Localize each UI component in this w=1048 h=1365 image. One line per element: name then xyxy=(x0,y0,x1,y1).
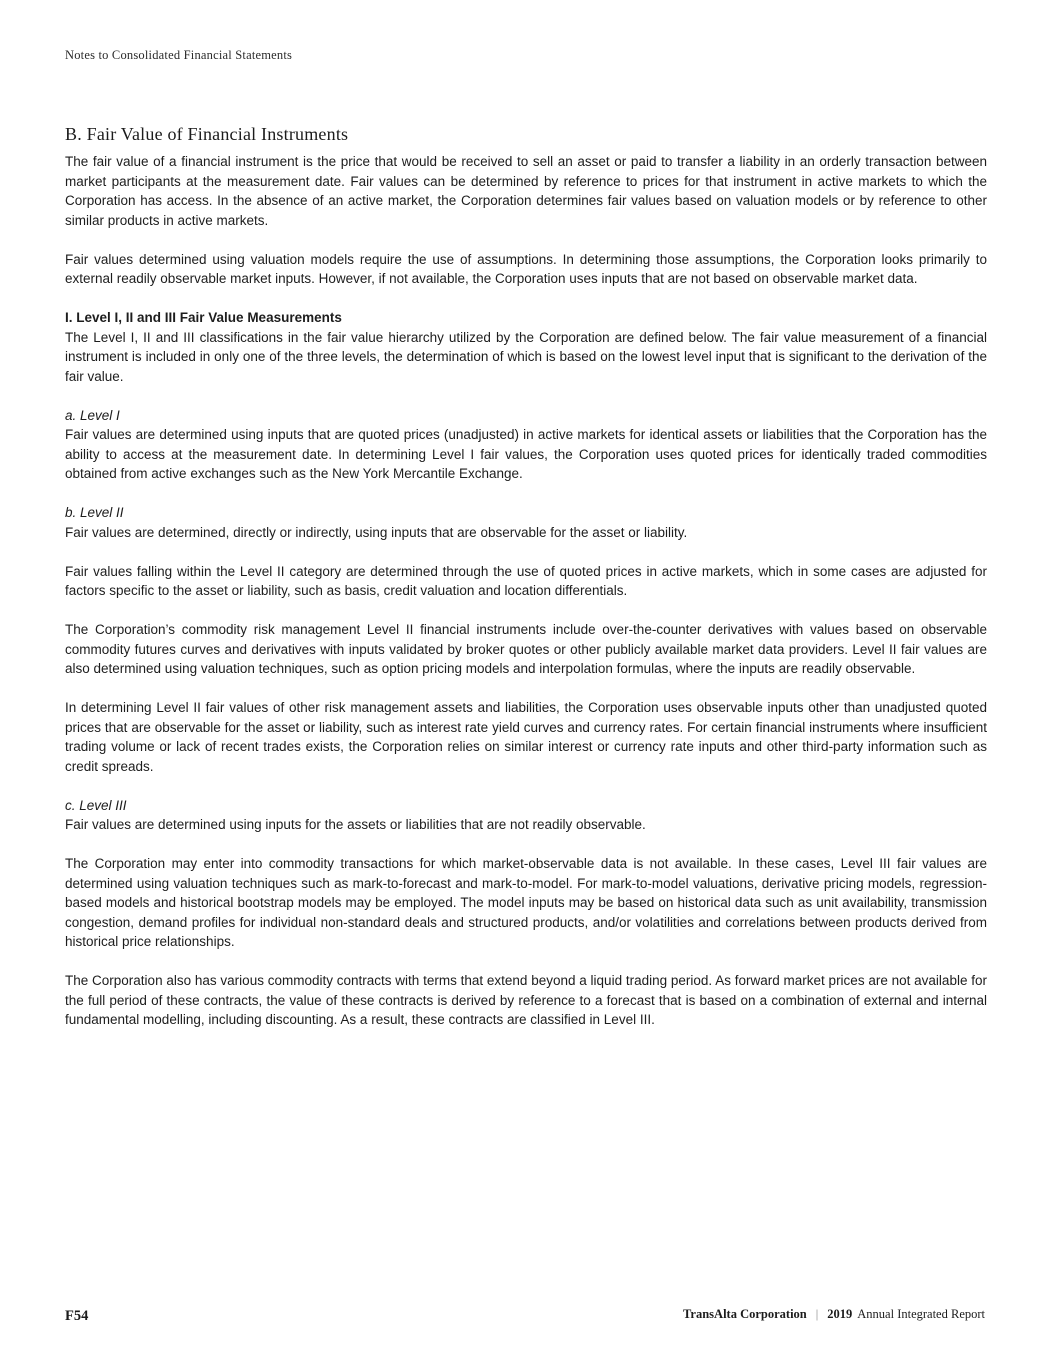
paragraph: Fair values are determined, directly or indirectly, using inputs that are observable for the asset or liability. xyxy=(65,524,688,540)
document-body xyxy=(65,124,987,1049)
page-title: B. Fair Value of Financial Instruments xyxy=(65,124,349,144)
subsection-heading-level-2: b. Level II xyxy=(65,505,124,520)
paragraph: The Corporation may enter into commodity transactions for which market-observable data is not available. In these cases, Level III fair values are determined using valuation techniques such as mark-to-forecast and mark-to-model. For mark-to-model valuations, derivative pricing models, regression-based models and historical bootstrap models may be employed. The model inputs may be based on historical data such as unit availability, transmission congestion, demand profiles for individual non-standard deals and structured products, and/or volatilities and correlations between products derived from historical price relationships. xyxy=(65,856,987,949)
document-header: Notes to Consolidated Financial Statements xyxy=(65,48,293,62)
section-heading-fair-value-measurements: I. Level I, II and III Fair Value Measurements xyxy=(65,310,342,325)
paragraph: The Corporation’s commodity risk management Level II financial instruments include over-the-counter derivatives with values based on observable commodity futures curves and derivatives with inputs validated by broker quotes or other publicly available market data providers. Level II fair values are also determined using valuation techniques, such as option pricing models and interpolation formulas, where the inputs are readily observable. xyxy=(65,622,987,676)
subsection-heading-level-1: a. Level I xyxy=(65,407,120,423)
footer-separator: | xyxy=(815,1307,819,1321)
paragraph: Fair values are determined using inputs that are quoted prices (unadjusted) in active markets for identical assets or liabilities that the Corporation has the ability to access at the measurement date. In determining Level I fair values, the Corporation uses quoted prices for identically traded commodities obtained from active exchanges such as the New York Mercantile Exchange. xyxy=(65,427,987,481)
footer-report-info xyxy=(683,1307,985,1322)
paragraph: The Level I, II and III classifications in the fair value hierarchy utilized by the Corporation are defined below. The fair value measurement of a financial instrument is included in only one of the three levels, the determination of which is based on the lowest level input that is significant to the derivation of the fair value. xyxy=(65,329,987,384)
paragraph: The fair value of a financial instrument is the price that would be received to sell an asset or paid to transfer a liability in an orderly transaction between market participants at the measurement date. Fair values can be determined by reference to prices for that instrument in active markets to which the Corporation has access. In the absence of an active market, the Corporation determines fair values based on valuation models or by reference to other similar products in active markets. xyxy=(65,154,987,228)
subsection-heading-level-3: c. Level III xyxy=(65,797,127,813)
paragraph: The Corporation also has various commodity contracts with terms that extend beyond a liquid trading period. As forward market prices are not available for the full period of these contracts, the value of these contracts is derived by reference to a forecast that is based on a combination of external and internal fundamental modelling, including discounting. As a result, these contracts are classified in Level III. xyxy=(65,973,987,1027)
paragraph: Fair values determined using valuation models require the use of assumptions. In determining those assumptions, the Corporation looks primarily to external readily observable market inputs. However, if not available, the Corporation uses inputs that are not based on observable market data. xyxy=(65,251,987,286)
footer-page-number: F54 xyxy=(65,1308,89,1324)
paragraph: Fair values are determined using inputs for the assets or liabilities that are not readily observable. xyxy=(65,817,646,832)
paragraph: In determining Level II fair values of other risk management assets and liabilities, the Corporation uses observable inputs other than unadjusted quoted prices that are observable for the asset or liability, such as interest rate yield curves and currency rates. For certain financial instruments where insufficient trading volume or lack of recent trades exists, the Corporation relies on similar interest or currency rate inputs and other third-party information such as credit spreads. xyxy=(65,700,987,774)
footer-company-name: TransAlta Corporation xyxy=(683,1307,807,1321)
footer-report-title: Annual Integrated Report xyxy=(857,1307,985,1321)
paragraph: Fair values falling within the Level II category are determined through the use of quoted prices in active markets, which in some cases are adjusted for factors specific to the asset or liability, such as basis, credit valuation and location differentials. xyxy=(65,563,987,598)
footer-year: 2019 xyxy=(827,1307,853,1321)
